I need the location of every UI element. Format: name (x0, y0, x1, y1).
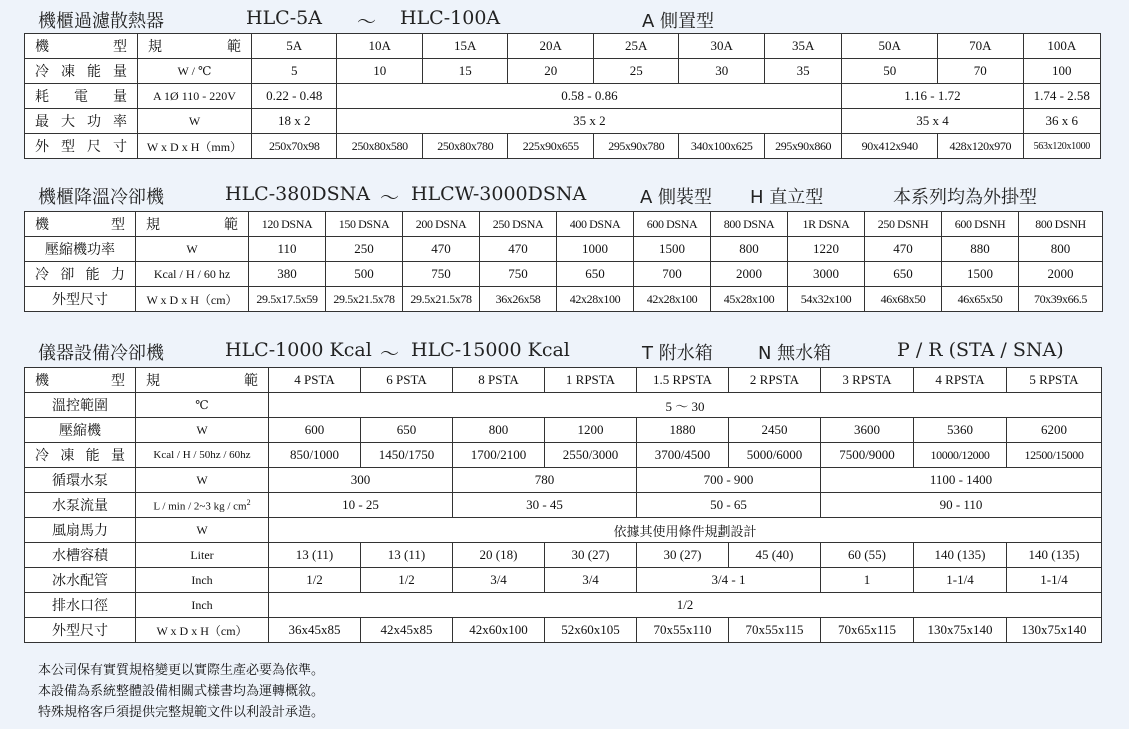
section2-note: 本系列均為外掛型 (893, 187, 1037, 208)
table-header-row (25, 212, 1103, 237)
table-row (25, 237, 1103, 262)
model-cell: 100A (1023, 34, 1100, 59)
value-cell: 1100 - 1400 (821, 468, 1102, 493)
row-unit: W (136, 468, 269, 493)
value-cell: 300 (269, 468, 453, 493)
section3-tank-n: N 無水箱 (758, 343, 832, 364)
value-cell: 10 - 25 (269, 493, 453, 518)
value-cell: 850/1000 (269, 443, 361, 468)
value-cell: 140 (135) (914, 543, 1007, 568)
value-cell: 35 (764, 59, 841, 84)
table-row (25, 393, 1102, 418)
value-cell: 2550/3000 (545, 443, 637, 468)
value-cell: 13 (11) (361, 543, 453, 568)
value-cell: 295x90x780 (593, 134, 679, 159)
value-cell: 750 (480, 262, 557, 287)
value-cell: 340x100x625 (679, 134, 765, 159)
section1-title: 機櫃過濾散熱器 (38, 11, 164, 32)
row-unit: W (137, 109, 251, 134)
model-cell: 4 RPSTA (914, 368, 1007, 393)
value-cell: 1-1/4 (1007, 568, 1102, 593)
value-cell: 20 (508, 59, 594, 84)
value-cell: 500 (326, 262, 403, 287)
value-cell: 5 (251, 59, 337, 84)
model-cell: 5A (251, 34, 337, 59)
row-unit-text: L / min / 2~3 kg / cm (153, 500, 247, 513)
section2-title: 機櫃降溫冷卻機 (38, 187, 164, 208)
table-row (25, 262, 1103, 287)
table-row (25, 518, 1102, 543)
row-label: 冰水配管 (25, 568, 136, 593)
row-unit: Kcal / H / 60 hz (136, 262, 249, 287)
value-cell: 1880 (637, 418, 729, 443)
value-cell: 1.74 - 2.58 (1023, 84, 1100, 109)
table-row (25, 593, 1102, 618)
value-cell: 295x90x860 (764, 134, 841, 159)
table-row (25, 543, 1102, 568)
value-cell: 29.5x17.5x59 (249, 287, 326, 312)
value-cell: 130x75x140 (1007, 618, 1102, 643)
value-cell: 140 (135) (1007, 543, 1102, 568)
section3-title: 儀器設備冷卻機 (38, 343, 164, 364)
value-cell: 470 (480, 237, 557, 262)
value-cell: 50 (842, 59, 938, 84)
row-unit: A 1Ø 110 - 220V (137, 84, 251, 109)
model-cell: 5 RPSTA (1007, 368, 1102, 393)
value-cell: 50 - 65 (637, 493, 821, 518)
model-cell: 20A (508, 34, 594, 59)
model-cell: 30A (679, 34, 765, 59)
table-row (25, 618, 1102, 643)
value-cell: 1/2 (361, 568, 453, 593)
row-unit: W (136, 237, 249, 262)
value-cell: 225x90x655 (508, 134, 594, 159)
model-cell: 800 DSNH (1019, 212, 1103, 237)
value-cell: 54x32x100 (788, 287, 865, 312)
value-cell: 600 (269, 418, 361, 443)
table-row (25, 59, 1101, 84)
value-cell: 42x28x100 (557, 287, 634, 312)
value-cell: 30 (679, 59, 765, 84)
row-label: 循環水泵 (25, 468, 136, 493)
row-unit-sup: 2 (246, 497, 251, 507)
instrument-cooler-spec-table (24, 367, 1102, 643)
value-cell: 46x68x50 (865, 287, 942, 312)
value-cell: 依據其使用條件規劃設計 (269, 518, 1102, 543)
value-cell: 700 (634, 262, 711, 287)
model-cell: 250 DSNA (480, 212, 557, 237)
value-cell: 1700/2100 (453, 443, 545, 468)
row-label: 外型尺寸 (25, 287, 136, 312)
value-cell: 6200 (1007, 418, 1102, 443)
value-cell: 800 (711, 237, 788, 262)
value-cell: 563x120x1000 (1023, 134, 1100, 159)
row-label: 冷 凍 能 量 (25, 59, 138, 84)
value-cell: 5360 (914, 418, 1007, 443)
value-cell: 2450 (729, 418, 821, 443)
section3-tank-t: T 附水箱 (642, 343, 713, 364)
value-cell: 1000 (557, 237, 634, 262)
value-cell: 428x120x970 (938, 134, 1024, 159)
filter-cooler-spec-table (24, 33, 1101, 159)
row-unit: W / ℃ (137, 59, 251, 84)
row-unit: Inch (136, 568, 269, 593)
value-cell: 7500/9000 (821, 443, 914, 468)
value-cell: 3/4 - 1 (637, 568, 821, 593)
section3-series: P / R (STA / SNA) (897, 339, 1064, 361)
value-cell: 70x55x115 (729, 618, 821, 643)
model-cell: 35A (764, 34, 841, 59)
row-label: 壓縮機功率 (25, 237, 136, 262)
value-cell: 25 (593, 59, 679, 84)
value-cell: 70x55x110 (637, 618, 729, 643)
table-header-row (25, 34, 1101, 59)
value-cell: 250x70x98 (251, 134, 337, 159)
row-label: 冷 凍 能 量 (25, 443, 136, 468)
value-cell: 30 (27) (545, 543, 637, 568)
section2-model-to: HLCW-3000DSNA (411, 183, 587, 205)
section1-mount-type: A 側置型 (642, 11, 715, 32)
section2-model-from: HLC-380DSNA (225, 183, 371, 205)
value-cell: 130x75x140 (914, 618, 1007, 643)
value-cell: 1/2 (269, 568, 361, 593)
model-cell: 25A (593, 34, 679, 59)
model-cell: 2 RPSTA (729, 368, 821, 393)
value-cell: 380 (249, 262, 326, 287)
section3-model-from: HLC-1000 Kcal (225, 339, 372, 361)
model-cell: 50A (842, 34, 938, 59)
section1-model-from: HLC-5A (246, 7, 322, 29)
value-cell: 470 (865, 237, 942, 262)
value-cell: 1450/1750 (361, 443, 453, 468)
footnotes (38, 660, 324, 723)
model-cell: 600 DSNH (942, 212, 1019, 237)
footnote: 本設備為系統整體設備相關式樣書均為運轉概敘。 (38, 684, 325, 699)
value-cell: 1 (821, 568, 914, 593)
value-cell: 800 (453, 418, 545, 443)
model-cell: 1R DSNA (788, 212, 865, 237)
row-unit (136, 493, 269, 518)
value-cell: 110 (249, 237, 326, 262)
value-cell: 12500/15000 (1007, 443, 1102, 468)
value-cell: 1200 (545, 418, 637, 443)
model-cell: 70A (938, 34, 1024, 59)
table-row (25, 468, 1102, 493)
value-cell: 1220 (788, 237, 865, 262)
value-cell: 30 (27) (637, 543, 729, 568)
value-cell: 18 x 2 (251, 109, 337, 134)
table-row (25, 418, 1102, 443)
value-cell: 70x39x66.5 (1019, 287, 1103, 312)
value-cell: 29.5x21.5x78 (326, 287, 403, 312)
model-cell: 120 DSNA (249, 212, 326, 237)
section2-mount-a: A 側裝型 (640, 187, 713, 208)
section3-tilde: ～ (380, 343, 400, 365)
value-cell: 20 (18) (453, 543, 545, 568)
model-cell: 600 DSNA (634, 212, 711, 237)
value-cell: 42x45x85 (361, 618, 453, 643)
value-cell: 5000/6000 (729, 443, 821, 468)
table-row (25, 568, 1102, 593)
value-cell: 1500 (634, 237, 711, 262)
model-cell: 10A (337, 34, 423, 59)
row-label: 風扇馬力 (25, 518, 136, 543)
row-unit: W (136, 418, 269, 443)
table-row (25, 443, 1102, 468)
value-cell: 36 x 6 (1023, 109, 1100, 134)
value-cell: 780 (453, 468, 637, 493)
header-model-label: 機 型 (25, 368, 136, 393)
value-cell: 45 (40) (729, 543, 821, 568)
value-cell: 60 (55) (821, 543, 914, 568)
value-cell: 10000/12000 (914, 443, 1007, 468)
value-cell: 650 (865, 262, 942, 287)
row-unit: W x D x H（mm） (137, 134, 251, 159)
header-model-label: 機 型 (25, 212, 136, 237)
model-cell: 400 DSNA (557, 212, 634, 237)
value-cell: 90 - 110 (821, 493, 1102, 518)
model-cell: 250 DSNH (865, 212, 942, 237)
value-cell: 29.5x21.5x78 (403, 287, 480, 312)
value-cell: 1/2 (269, 593, 1102, 618)
value-cell: 3/4 (453, 568, 545, 593)
value-cell: 2000 (711, 262, 788, 287)
value-cell: 1-1/4 (914, 568, 1007, 593)
table-row (25, 134, 1101, 159)
value-cell: 42x28x100 (634, 287, 711, 312)
model-cell: 6 PSTA (361, 368, 453, 393)
value-cell: 15 (422, 59, 508, 84)
row-label: 水泵流量 (25, 493, 136, 518)
value-cell: 0.58 - 0.86 (337, 84, 842, 109)
model-cell: 200 DSNA (403, 212, 480, 237)
row-unit: Inch (136, 593, 269, 618)
model-cell: 800 DSNA (711, 212, 788, 237)
value-cell: 46x65x50 (942, 287, 1019, 312)
row-label: 耗 電 量 (25, 84, 138, 109)
table-row (25, 84, 1101, 109)
table-row (25, 493, 1102, 518)
value-cell: 250x80x780 (422, 134, 508, 159)
section1-model-to: HLC-100A (400, 7, 501, 29)
value-cell: 3700/4500 (637, 443, 729, 468)
header-spec-label: 規 範 (136, 212, 249, 237)
row-unit: Kcal / H / 50hz / 60hz (136, 443, 269, 468)
value-cell: 250x80x580 (337, 134, 423, 159)
value-cell: 2000 (1019, 262, 1103, 287)
model-cell: 1 RPSTA (545, 368, 637, 393)
value-cell: 36x45x85 (269, 618, 361, 643)
value-cell: 70 (938, 59, 1024, 84)
value-cell: 90x412x940 (842, 134, 938, 159)
value-cell: 650 (557, 262, 634, 287)
value-cell: 750 (403, 262, 480, 287)
row-unit: Liter (136, 543, 269, 568)
value-cell: 36x26x58 (480, 287, 557, 312)
row-unit: W x D x H（cm） (136, 618, 269, 643)
value-cell: 100 (1023, 59, 1100, 84)
value-cell: 5 ～ 30 (269, 393, 1102, 418)
value-cell: 3600 (821, 418, 914, 443)
value-cell: 3/4 (545, 568, 637, 593)
model-cell: 1.5 RPSTA (637, 368, 729, 393)
header-spec-label: 規 範 (137, 34, 251, 59)
model-cell: 3 RPSTA (821, 368, 914, 393)
cabinet-cooler-spec-table (24, 211, 1103, 312)
value-cell: 42x60x100 (453, 618, 545, 643)
value-cell: 880 (942, 237, 1019, 262)
value-cell: 0.22 - 0.48 (251, 84, 337, 109)
section1-tilde: ～ (357, 11, 377, 33)
value-cell: 800 (1019, 237, 1103, 262)
value-cell: 70x65x115 (821, 618, 914, 643)
table-row (25, 109, 1101, 134)
footnote: 特殊規格客戶須提供完整規範文件以利設計承造。 (38, 705, 325, 720)
row-label: 溫控範圍 (25, 393, 136, 418)
table-row (25, 287, 1103, 312)
section3-model-to: HLC-15000 Kcal (411, 339, 570, 361)
value-cell: 30 - 45 (453, 493, 637, 518)
header-spec-label: 規 範 (136, 368, 269, 393)
value-cell: 470 (403, 237, 480, 262)
value-cell: 650 (361, 418, 453, 443)
row-unit: W x D x H（cm） (136, 287, 249, 312)
model-cell: 8 PSTA (453, 368, 545, 393)
section2-mount-h: H 直立型 (750, 187, 824, 208)
header-model-label: 機 型 (25, 34, 138, 59)
model-cell: 150 DSNA (326, 212, 403, 237)
value-cell: 13 (11) (269, 543, 361, 568)
model-cell: 4 PSTA (269, 368, 361, 393)
value-cell: 45x28x100 (711, 287, 788, 312)
value-cell: 35 x 4 (842, 109, 1023, 134)
value-cell: 3000 (788, 262, 865, 287)
value-cell: 35 x 2 (337, 109, 842, 134)
row-label: 外 型 尺 寸 (25, 134, 138, 159)
value-cell: 700 - 900 (637, 468, 821, 493)
value-cell: 10 (337, 59, 423, 84)
table-header-row (25, 368, 1102, 393)
footnote: 本公司保有實質規格變更以實際生產必要為依準。 (38, 663, 325, 678)
row-label: 外型尺寸 (25, 618, 136, 643)
value-cell: 250 (326, 237, 403, 262)
row-label: 排水口徑 (25, 593, 136, 618)
section2-tilde: ～ (380, 187, 400, 209)
row-unit: ℃ (136, 393, 269, 418)
row-unit: W (136, 518, 269, 543)
value-cell: 52x60x105 (545, 618, 637, 643)
value-cell: 1500 (942, 262, 1019, 287)
row-label: 水槽容積 (25, 543, 136, 568)
row-label: 壓縮機 (25, 418, 136, 443)
row-label: 最 大 功 率 (25, 109, 138, 134)
value-cell: 1.16 - 1.72 (842, 84, 1023, 109)
row-label: 冷 卻 能 力 (25, 262, 136, 287)
model-cell: 15A (422, 34, 508, 59)
